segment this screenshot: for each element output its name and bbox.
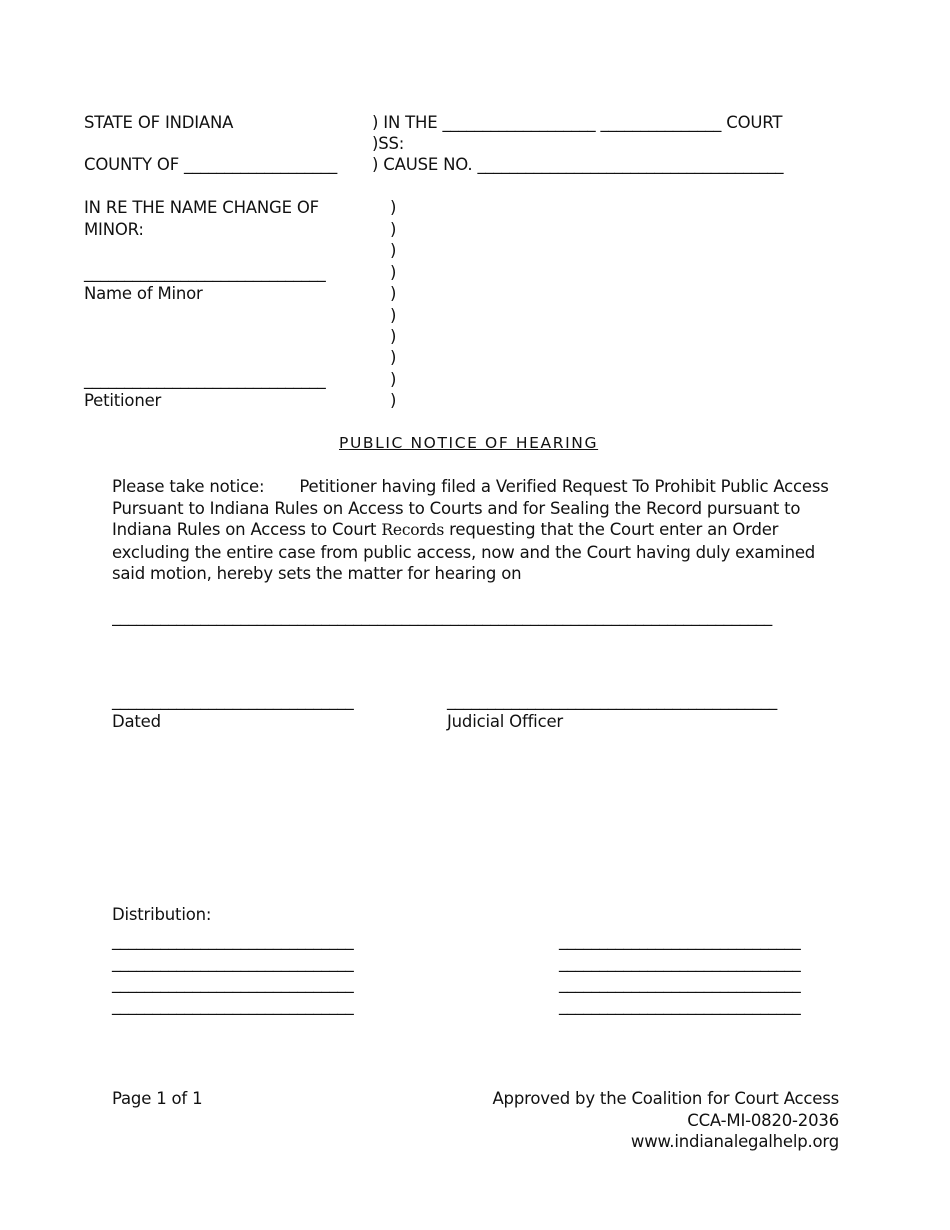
caption-paren: ): [390, 284, 397, 303]
dated-label: Dated: [112, 712, 161, 731]
judicial-officer-blank-line[interactable]: _________________________________________: [447, 691, 778, 710]
caption-paren: ): [390, 348, 397, 367]
page-title: PUBLIC NOTICE OF HEARING: [339, 434, 599, 452]
county-blank-line[interactable]: COUNTY OF ___________________: [84, 155, 338, 174]
approval-note: Approved by the Coalition for Court Access: [492, 1089, 839, 1108]
caption-paren: ): [390, 391, 397, 410]
distribution-label: Distribution:: [112, 905, 212, 924]
notice-lead: Please take notice:: [112, 477, 265, 496]
distribution-blank-line[interactable]: ______________________________: [559, 974, 801, 993]
website-link[interactable]: www.indianalegalhelp.org: [630, 1132, 839, 1151]
judicial-officer-label: Judicial Officer: [447, 712, 563, 731]
dated-blank-line[interactable]: ______________________________: [112, 691, 354, 710]
distribution-blank-line[interactable]: ______________________________: [112, 953, 354, 972]
cause-number-blank-line[interactable]: ) CAUSE NO. ______________________________________: [372, 155, 784, 174]
notice-body-part1: Petitioner having filed a Verified Request To Prohibit Public Access Pursuant to Indiana Rules on Access to Courts and for Sealing the Record pursuant to Indiana Rules on Access to Court: [112, 477, 829, 539]
petitioner-label: Petitioner: [84, 391, 162, 410]
petitioner-blank-line[interactable]: ______________________________: [84, 370, 326, 389]
caption-paren: ): [390, 241, 397, 260]
notice-body-part2: requesting that the Court enter an Order excluding the entire case from public access, now and the Court having duly examined said motion, hereby sets the matter for hearing on: [112, 520, 816, 583]
caption-paren: ): [390, 220, 397, 239]
distribution-blank-line[interactable]: ______________________________: [112, 996, 354, 1015]
form-id: CCA-MI-0820-2036: [687, 1111, 839, 1130]
caption-paren: ): [390, 306, 397, 325]
distribution-blank-line[interactable]: ______________________________: [559, 996, 801, 1015]
caption-paren: ): [390, 263, 397, 282]
caption-paren: ): [390, 370, 397, 389]
minor-name-blank-line[interactable]: ______________________________: [84, 263, 326, 282]
caption-paren: ): [390, 327, 397, 346]
hearing-date-blank-line[interactable]: __________________________________________________________________________________: [112, 607, 773, 626]
notice-records-word: Records: [381, 521, 445, 539]
page-number: Page 1 of 1: [112, 1089, 203, 1108]
in-re-heading-line1: IN RE THE NAME CHANGE OF: [84, 198, 319, 217]
distribution-blank-line[interactable]: ______________________________: [559, 953, 801, 972]
state-label: STATE OF INDIANA: [84, 113, 234, 132]
distribution-blank-line[interactable]: ______________________________: [112, 931, 354, 950]
notice-paragraph: [112, 476, 832, 585]
distribution-blank-line[interactable]: ______________________________: [559, 931, 801, 950]
distribution-blank-line[interactable]: ______________________________: [112, 974, 354, 993]
caption-paren: ): [390, 198, 397, 217]
name-of-minor-label: Name of Minor: [84, 284, 203, 303]
ss-label: )SS:: [372, 134, 405, 153]
in-re-heading-line2: MINOR:: [84, 220, 144, 239]
court-blank-line[interactable]: ) IN THE ___________________ _______________ COURT: [372, 113, 783, 132]
